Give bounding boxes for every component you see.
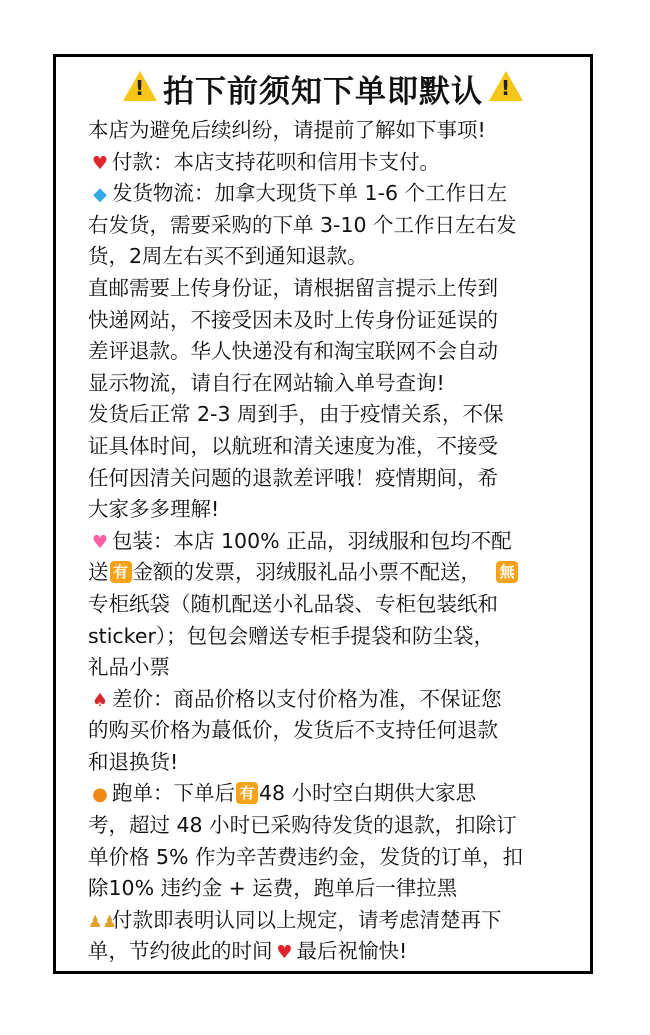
notice-line: 显示物流，请自行在网站输入单号查询! [88, 370, 445, 395]
notice-line: 和退换货! [88, 749, 179, 774]
notice-line: 单价格 5% 作为辛苦费违约金，发货的订单，扣 [88, 844, 524, 869]
notice-line: 送 有 金额的发票，羽绒服礼品小票不配送， 無 [88, 557, 588, 589]
notice-line: 单，节约彼此的时间 ♥ 最后祝愉快! [88, 936, 588, 968]
notice-title: 拍下前须知下单即默认 [163, 73, 483, 110]
warning-icon [489, 71, 523, 101]
notice-line: 任何因清关问题的退款差评哦！疫情期间，希 [88, 465, 498, 490]
notice-line: ♥ 包装：本店 100% 正品，羽绒服和包均不配 [88, 526, 588, 558]
strawberry-icon: ♠ [91, 689, 109, 711]
warning-icon [123, 71, 157, 101]
notice-line: 右发货，需要采购的下单 3-10 个工作日左右发 [88, 212, 517, 237]
wu-badge: 無 [496, 561, 518, 583]
notice-body [88, 115, 588, 968]
notice-line: 礼品小票 [88, 655, 170, 680]
gem-icon: ◆ [93, 184, 107, 206]
notice-line: 的购买价格为蕞低价，发货后不支持任何退款 [88, 718, 498, 743]
notice-line: 货，2周左右买不到通知退款。 [88, 244, 368, 269]
orange-icon: ● [92, 784, 108, 806]
notice-line: 证具体时间，以航班和清关速度为准，不接受 [88, 433, 498, 458]
notice-line: 考，超过 48 小时已采购待发货的退款，扣除订 [88, 813, 517, 838]
notice-line: 本店为避免后续纠纷，请提前了解如下事项! [88, 118, 486, 142]
heart-icon: ♥ [91, 152, 109, 174]
notice-line: ♥ 付款：本店支持花呗和信用卡支付。 [88, 147, 588, 179]
notice-title-row [56, 65, 590, 111]
notice-card [53, 54, 593, 974]
you-badge: 有 [110, 561, 132, 583]
heart-icon: ♥ [276, 942, 293, 964]
notice-line: 差评退款。华人快递没有和淘宝联网不会自动 [88, 339, 498, 364]
notice-line: 除10% 违约金 + 运费，跑单后一律拉黑 [88, 876, 458, 901]
notice-line: 大家多多理解! [88, 497, 220, 522]
notice-line: ♟♟付款即表明认同以上规定，请考虑清楚再下 [88, 905, 588, 937]
couple-icon: ♟♟ [88, 911, 117, 931]
notice-line: ◆ 发货物流：加拿大现货下单 1-6 个工作日左 [88, 178, 588, 210]
you-badge: 有 [236, 782, 258, 804]
notice-line: ♠ 差价：商品价格以支付价格为准，不保证您 [88, 684, 588, 716]
notice-line: 发货后正常 2-3 周到手，由于疫情关系，不保 [88, 402, 504, 427]
notice-line: ● 跑单：下单后 有 48 小时空白期供大家思 [88, 778, 588, 810]
notice-line: 专柜纸袋（随机配送小礼品袋、专柜包装纸和 [88, 591, 498, 616]
notice-line: 快递网站，不接受因未及时上传身份证延误的 [88, 307, 498, 332]
sparkling-heart-icon: ♥ [91, 531, 109, 553]
notice-line: 直邮需要上传身份证，请根据留言提示上传到 [88, 275, 498, 300]
notice-line: sticker）；包包会赠送专柜手提袋和防尘袋， [88, 623, 495, 648]
